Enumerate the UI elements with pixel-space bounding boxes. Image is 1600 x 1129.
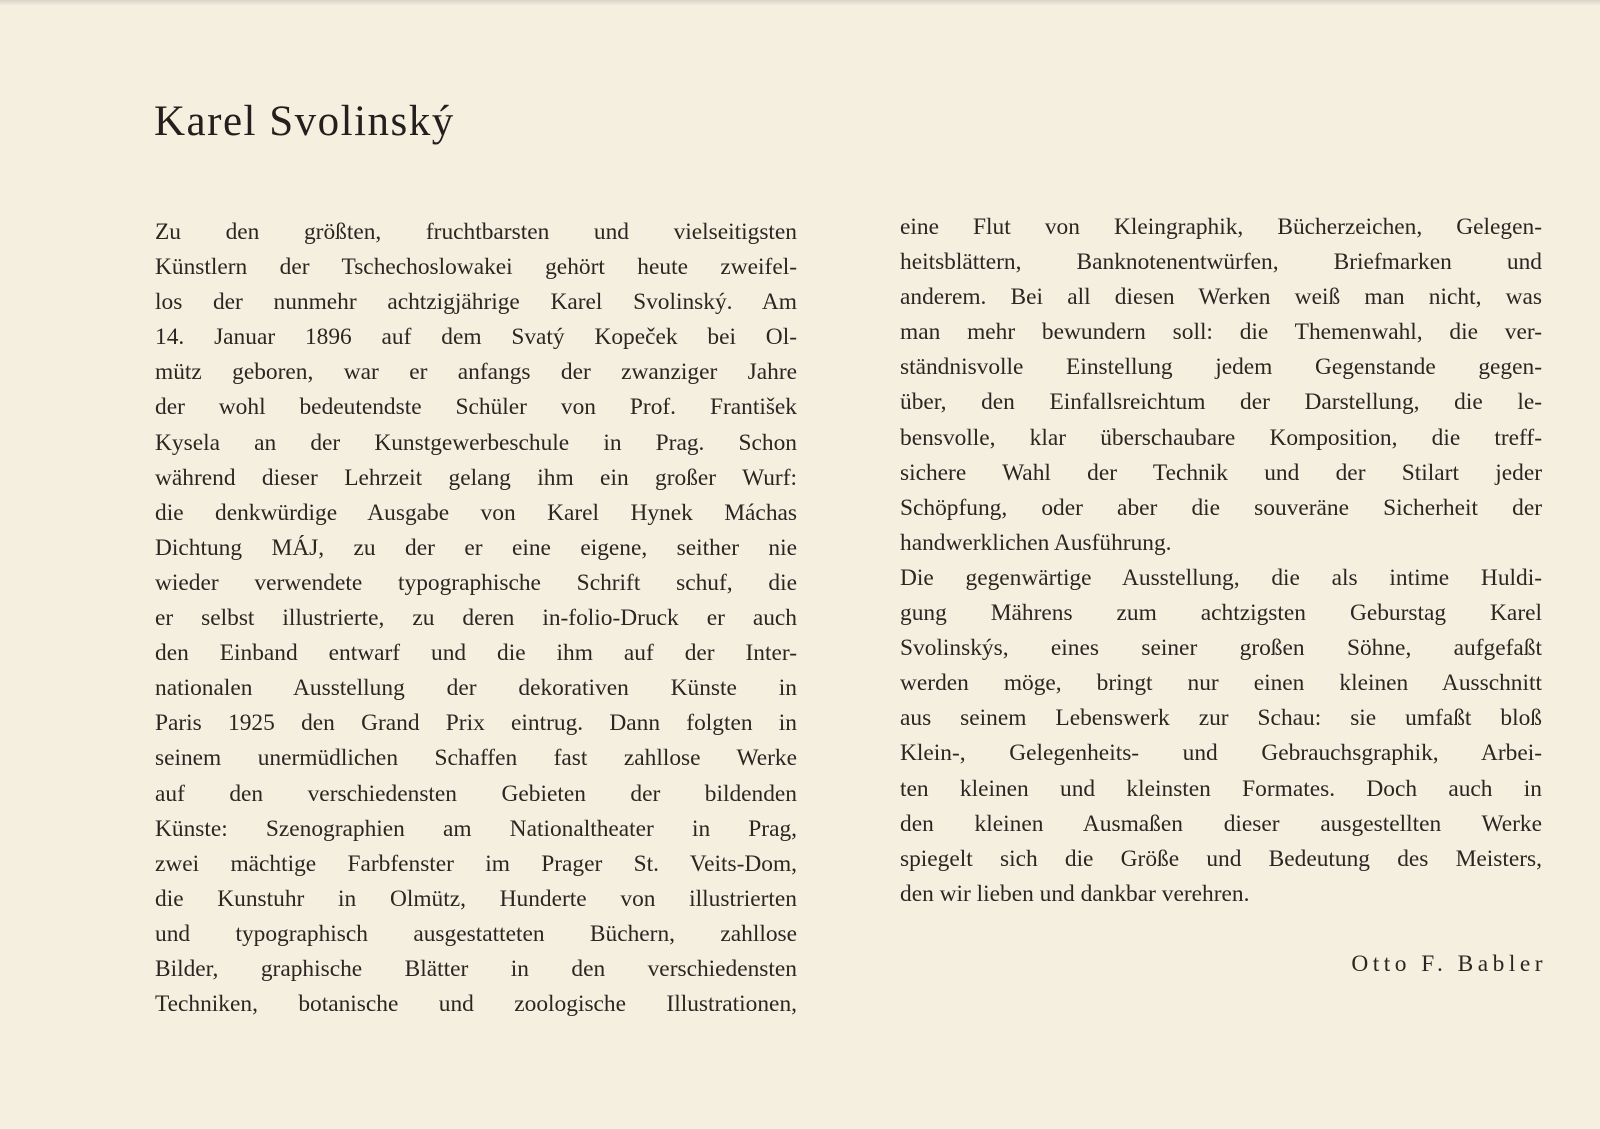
text-line: Svolinskýs, eines seiner großen Söhne, aufgefaßt xyxy=(900,635,1542,662)
text-line: und typographisch ausgestatteten Büchern, zahllose xyxy=(155,920,797,947)
text-line: Bilder, graphische Blätter in den verschiedensten xyxy=(155,955,797,982)
text-line: spiegelt sich die Größe und Bedeutung des Meisters, xyxy=(900,845,1542,872)
text-line: los der nunmehr achtzigjährige Karel Svolinský. Am xyxy=(155,289,797,316)
text-line: den Einband entwarf und die ihm auf der Inter- xyxy=(155,640,797,667)
text-line: nationalen Ausstellung der dekorativen Künste in xyxy=(155,675,797,702)
text-line: man mehr bewundern soll: die Themenwahl, die ver- xyxy=(900,319,1542,346)
text-line: mütz geboren, war er anfangs der zwanziger Jahre xyxy=(155,359,797,386)
page-top-edge xyxy=(0,0,1600,6)
text-line: Die gegenwärtige Ausstellung, die als intime Huldi- xyxy=(900,564,1542,591)
text-line: aus seinem Lebenswerk zur Schau: sie umfaßt bloß xyxy=(900,705,1542,732)
text-line: den wir lieben und dankbar verehren. xyxy=(900,880,1250,907)
text-line: heitsblättern, Banknotenentwürfen, Briefmarken und xyxy=(900,249,1542,276)
text-line: Paris 1925 den Grand Prix eintrug. Dann folgten in xyxy=(155,710,797,737)
text-line: auf den verschiedensten Gebieten der bildenden xyxy=(155,780,797,807)
text-line: ten kleinen und kleinsten Formates. Doch auch in xyxy=(900,775,1542,802)
page-title: Karel Svolinský xyxy=(154,98,455,145)
text-line: den kleinen Ausmaßen dieser ausgestellten Werke xyxy=(900,810,1542,837)
text-line: Schöpfung, oder aber die souveräne Sicherheit der xyxy=(900,494,1542,521)
text-line: wieder verwendete typographische Schrift schuf, die xyxy=(155,569,797,596)
text-line: bensvolle, klar überschaubare Komposition, die treff- xyxy=(900,424,1542,451)
text-line: Zu den größten, fruchtbarsten und vielseitigsten xyxy=(155,219,797,245)
author-signature: Otto F. Babler xyxy=(1351,951,1547,977)
text-line: Künstlern der Tschechoslowakei gehört heute zweifel- xyxy=(155,254,797,281)
text-line: 14. Januar 1896 auf dem Svatý Kopeček bei Ol- xyxy=(155,324,797,351)
text-line: Klein-, Gelegenheits- und Gebrauchsgraphik, Arbei- xyxy=(900,740,1542,767)
text-line: sichere Wahl der Technik und der Stilart jeder xyxy=(900,459,1542,486)
text-line: eine Flut von Kleingraphik, Bücherzeichen, Gelegen- xyxy=(900,214,1542,240)
text-line: gung Mährens zum achtzigsten Geburstag Karel xyxy=(900,600,1542,627)
text-line: zwei mächtige Farbfenster im Prager St. Veits-Dom, xyxy=(155,850,797,877)
text-line: Künste: Szenographien am Nationaltheater in Prag, xyxy=(155,815,797,842)
text-line: handwerklichen Ausführung. xyxy=(900,529,1172,556)
left-text-column xyxy=(155,215,797,1022)
text-line: werden möge, bringt nur einen kleinen Ausschnitt xyxy=(900,670,1542,697)
text-line: der wohl bedeutendste Schüler von Prof. František xyxy=(155,394,797,421)
text-line: die Kunstuhr in Olmütz, Hunderte von illustrierten xyxy=(155,885,797,912)
right-text-column xyxy=(900,210,1542,912)
text-line: Dichtung MÁJ, zu der er eine eigene, seither nie xyxy=(155,534,797,561)
text-line: während dieser Lehrzeit gelang ihm ein großer Wurf: xyxy=(155,464,797,491)
text-line: über, den Einfallsreichtum der Darstellung, die le- xyxy=(900,389,1542,416)
text-line: ständnisvolle Einstellung jedem Gegenstande gegen- xyxy=(900,354,1542,381)
text-line: Techniken, botanische und zoologische Illustrationen, xyxy=(155,991,797,1018)
text-line: Kysela an der Kunstgewerbeschule in Prag. Schon xyxy=(155,429,797,456)
text-line: seinem unermüdlichen Schaffen fast zahllose Werke xyxy=(155,745,797,772)
text-line: anderem. Bei all diesen Werken weiß man nicht, was xyxy=(900,284,1542,311)
text-line: er selbst illustrierte, zu deren in-folio-Druck er auch xyxy=(155,605,797,632)
text-line: die denkwürdige Ausgabe von Karel Hynek Máchas xyxy=(155,499,797,526)
